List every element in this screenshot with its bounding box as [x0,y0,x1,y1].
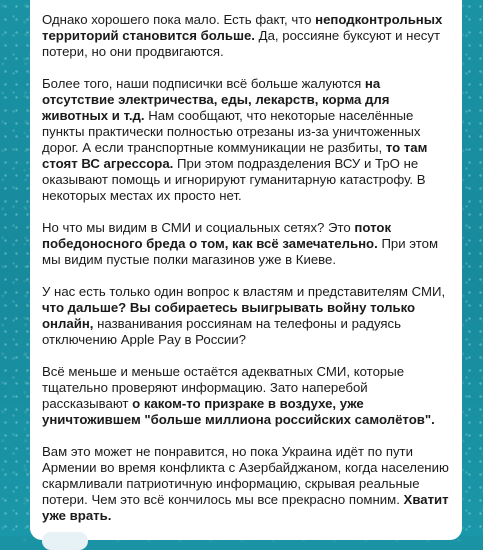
bold-text: Хватит уже врать. [42,492,449,523]
text-run: Вам это может не понравится, но пока Украина идёт по пути Армении во время конфликта с Азербайджаном, когда населению скармливали патриотичную информацию, скрывая реальные потери. Чем это всё кончилось мы все прекрасно помним. [42,444,449,507]
text-run: Но что мы видим в СМИ и социальных сетях? Это [42,220,355,235]
text-run: У нас есть только один вопрос к властям и представителям СМИ, [42,284,446,299]
text-run: Всё меньше и меньше остаётся адекватных СМИ, которые тщательно проверяют информацию. Зато наперебой рассказывают [42,364,405,411]
text-run: Нам сообщают, что некоторые населённые пункты практически полностью отрезаны из-за уничтоженных дорог. А если транспортные коммуникации не разбиты, [42,108,421,155]
text-run: названивания россиянам на телефоны и радуясь отключению Apple Pay в России? [42,316,401,347]
bold-text: о каком-то призраке в воздухе, уже уничтожившем "больше миллиона российских самолётов". [42,396,435,427]
text-run: Более того, наши подписички всё больше жалуются [42,76,365,91]
bold-text: поток победоносного бреда о том, как всё замечательно. [42,220,392,251]
message-paragraph [42,12,450,60]
message-paragraph [42,364,450,428]
text-run: При этом мы видим пустые полки магазинов уже в Киеве. [42,236,439,267]
bold-text: неподконтрольных территорий становится больше. [42,12,443,43]
text-run: Однако хорошего пока мало. Есть факт, что [42,12,316,27]
message-paragraph [42,220,450,268]
bold-text: что дальше? Вы собираетесь выигрывать войну только онлайн, [42,300,416,331]
message-paragraph [42,444,450,524]
bold-text: то там стоят ВС агрессора. [42,140,428,171]
message-paragraph [42,284,450,348]
wallpaper-pattern-left [0,0,30,536]
bold-text: на отсутствие электричества, еды, лекарств, корма для животных и т.д. [42,76,390,123]
text-run: Да, россияне буксуют и несут потери, но они продвигаются. [42,28,441,59]
reaction-pill[interactable] [42,532,88,550]
message-paragraph [42,76,450,204]
message-bubble [30,0,462,540]
text-run: При этом подразделения ВСУ и ТрО не оказывают помощь и игнорируют гуманитарную катастрофу. В некоторых местах их просто нет. [42,156,426,203]
message-text [42,12,450,524]
